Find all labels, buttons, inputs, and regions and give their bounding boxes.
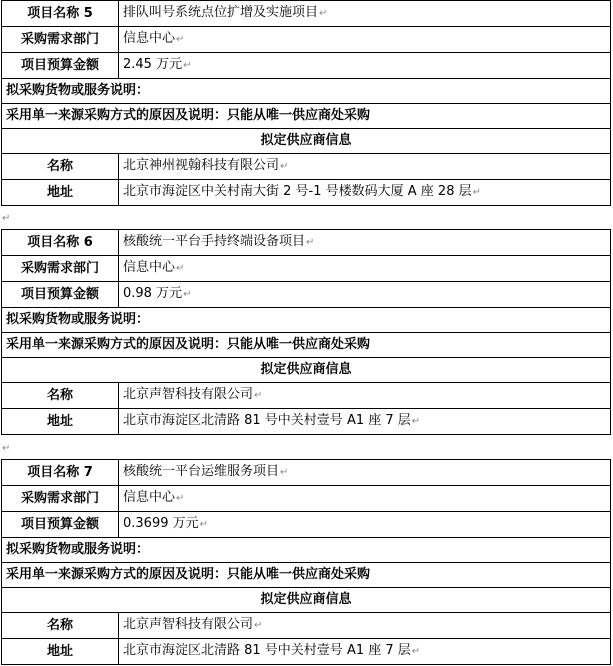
paragraph-mark: ↵ — [183, 289, 192, 300]
supplier-header-row — [2, 358, 611, 383]
department-text: 信息中心 — [123, 260, 176, 275]
supplier-name-value — [119, 383, 611, 409]
project-name-row — [2, 460, 611, 486]
supplier-address-label: 地址 — [2, 180, 119, 206]
paragraph-mark: ↵ — [176, 493, 185, 504]
budget-text: 2.45 万元 — [123, 57, 183, 72]
supplier-name-text: 北京声智科技有限公司 — [123, 387, 254, 402]
project-table — [1, 0, 611, 206]
budget-label: 项目预算金额 — [2, 512, 119, 538]
sole-source-reason: 采用单一来源采购方式的原因及说明：只能从唯一供应商处采购 — [2, 104, 611, 129]
budget-label: 项目预算金额 — [2, 282, 119, 308]
project-name-text: 核酸统一平台手持终端设备项目 — [123, 234, 306, 249]
supplier-address-row — [2, 180, 611, 206]
department-text: 信息中心 — [123, 490, 176, 505]
project-block — [1, 229, 611, 435]
project-block — [1, 459, 611, 665]
project-name-value — [119, 230, 611, 256]
goods-description-row — [2, 538, 611, 563]
project-table — [1, 459, 611, 665]
supplier-address-text: 北京市海淀区中关村南大街 2 号-1 号楼数码大厦 A 座 28 层 — [123, 184, 472, 199]
paragraph-mark: ↵ — [2, 213, 11, 224]
project-block — [1, 0, 611, 206]
project-name-row — [2, 1, 611, 27]
supplier-name-row — [2, 383, 611, 409]
supplier-name-label: 名称 — [2, 613, 119, 639]
project-name-label: 项目名称 6 — [2, 230, 119, 256]
department-label: 采购需求部门 — [2, 27, 119, 53]
supplier-name-value — [119, 154, 611, 180]
supplier-address-value — [119, 639, 611, 665]
supplier-name-label: 名称 — [2, 383, 119, 409]
project-name-text: 排队叫号系统点位扩增及实施项目 — [123, 5, 319, 20]
paragraph-mark: ↵ — [176, 263, 185, 274]
supplier-header: 拟定供应商信息 — [2, 358, 611, 383]
sole-source-reason: 采用单一来源采购方式的原因及说明：只能从唯一供应商处采购 — [2, 563, 611, 588]
paragraph-mark: ↵ — [199, 519, 209, 530]
budget-value — [119, 53, 611, 79]
goods-description: 拟采购货物或服务说明： — [2, 538, 611, 563]
paragraph-mark: ↵ — [411, 416, 421, 427]
department-row — [2, 256, 611, 282]
paragraph-mark: ↵ — [306, 237, 315, 248]
goods-description: 拟采购货物或服务说明： — [2, 79, 611, 104]
supplier-name-text: 北京神州视翰科技有限公司 — [123, 158, 280, 173]
supplier-address-value — [119, 180, 611, 206]
project-table — [1, 229, 611, 435]
project-name-text: 核酸统一平台运维服务项目 — [123, 464, 280, 479]
supplier-address-label: 地址 — [2, 639, 119, 665]
goods-description: 拟采购货物或服务说明： — [2, 308, 611, 333]
sole-source-reason: 采用单一来源采购方式的原因及说明：只能从唯一供应商处采购 — [2, 333, 611, 358]
sole-source-reason-row — [2, 104, 611, 129]
supplier-header-row — [2, 129, 611, 154]
supplier-name-label: 名称 — [2, 154, 119, 180]
supplier-name-row — [2, 613, 611, 639]
supplier-name-value — [119, 613, 611, 639]
budget-row — [2, 53, 611, 79]
project-name-row — [2, 230, 611, 256]
supplier-address-text: 北京市海淀区北清路 81 号中关村壹号 A1 座 7 层 — [123, 413, 411, 428]
project-name-value — [119, 1, 611, 27]
paragraph-mark: ↵ — [183, 60, 192, 71]
budget-row — [2, 282, 611, 308]
paragraph-mark: ↵ — [254, 620, 263, 631]
department-label: 采购需求部门 — [2, 256, 119, 282]
department-label: 采购需求部门 — [2, 486, 119, 512]
budget-value — [119, 512, 611, 538]
paragraph-mark: ↵ — [280, 161, 289, 172]
supplier-name-row — [2, 154, 611, 180]
department-row — [2, 486, 611, 512]
paragraph-mark: ↵ — [2, 443, 11, 454]
goods-description-row — [2, 79, 611, 104]
budget-label: 项目预算金额 — [2, 53, 119, 79]
department-value — [119, 27, 611, 53]
supplier-address-row — [2, 409, 611, 435]
project-name-label: 项目名称 7 — [2, 460, 119, 486]
paragraph-mark: ↵ — [254, 390, 263, 401]
supplier-address-label: 地址 — [2, 409, 119, 435]
project-name-label: 项目名称 5 — [2, 1, 119, 27]
supplier-header-row — [2, 588, 611, 613]
supplier-address-row — [2, 639, 611, 665]
paragraph-mark: ↵ — [319, 8, 328, 19]
project-name-value — [119, 460, 611, 486]
budget-text: 0.3699 万元 — [123, 516, 199, 531]
paragraph-mark: ↵ — [411, 646, 421, 657]
supplier-header: 拟定供应商信息 — [2, 588, 611, 613]
budget-value — [119, 282, 611, 308]
paragraph-mark: ↵ — [472, 187, 481, 198]
supplier-address-value — [119, 409, 611, 435]
goods-description-row — [2, 308, 611, 333]
department-row — [2, 27, 611, 53]
department-value — [119, 486, 611, 512]
supplier-header: 拟定供应商信息 — [2, 129, 611, 154]
sole-source-reason-row — [2, 563, 611, 588]
sole-source-reason-row — [2, 333, 611, 358]
paragraph-mark: ↵ — [280, 467, 289, 478]
supplier-address-text: 北京市海淀区北清路 81 号中关村壹号 A1 座 7 层 — [123, 643, 411, 658]
budget-text: 0.98 万元 — [123, 286, 183, 301]
department-text: 信息中心 — [123, 31, 176, 46]
paragraph-mark: ↵ — [176, 34, 185, 45]
budget-row — [2, 512, 611, 538]
supplier-name-text: 北京声智科技有限公司 — [123, 617, 254, 632]
department-value — [119, 256, 611, 282]
